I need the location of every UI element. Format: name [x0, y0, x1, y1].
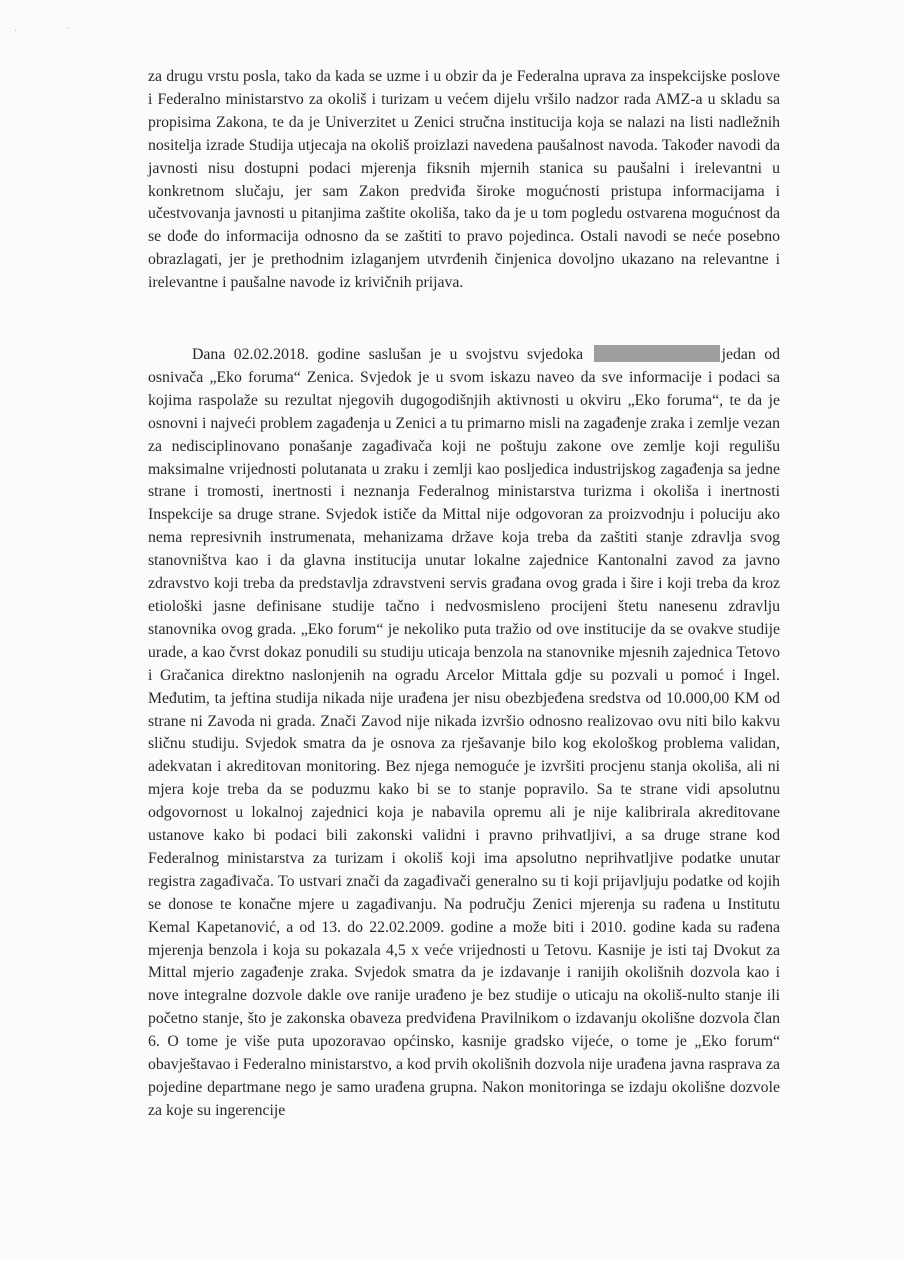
redacted-name-block — [594, 345, 720, 362]
paragraph-2-body: jedan od osnivača „Eko foruma“ Zenica. Svjedok je u svom iskazu naveo da sve informacije i podaci sa kojima raspolaže su rezultat njegovih dugogodišnjih aktivnosti u okviru „Eko foruma“, te da je osnovni i najveći problem zagađenja u Zenici a tu primarno misli na zagađenje zraka i zemlje vezan za nedisciplinovano ponašanje zagađivača koji ne poštuju zakone ove zemlje koji regulišu maksimalne vrijednosti polutanata u zraku i zemlji kao posljedica industrijskog zagađenja sa jedne strane i tromosti, inertnosti i neznanja Federalnog ministarstva turizma i okoliša i inertnosti Inspekcije sa druge strane. Svjedok ističe da Mittal nije odgovoran za proizvodnju i poluciju ako nema represivnih instrumenata, mehanizama države koja treba da zaštiti stanje zdravlja svog stanovništva kao i da glavna institucija unutar lokalne zajednice Kantonalni zavod za javno zdravstvo koji treba da predstavlja zdravstveni servis građana ovog grada i šire i koji treba da kroz etiološki jasne definisane studije tačno i nedvosmisleno procijeni štetu nanesenu zdravlju stanovnika ovog grada. „Eko forum“ je nekoliko puta tražio od ove institucije da se ovakve studije urade, a kao čvrst dokaz ponudili su studiju uticaja benzola na stanovnike mjesnih zajednica Tetovo i Gračanica direktno naslonjenih na ogradu Arcelor Mittala gdje su pozvali u pomoć i Ingel. Međutim, ta jeftina studija nikada nije urađena jer nisu obezbjeđena sredstva od 10.000,00 KM od strane ni Zavoda ni grada. Znači Zavod nije nikada izvršio odnosno realizovao ovu niti bilo kakvu sličnu studiju. Svjedok smatra da je osnova za rješavanje bilo kog ekološkog problema validan, adekvatan i akreditovan monitoring. Bez njega nemoguće je izvršiti procjenu stanja okoliša, ali ni mjera koje treba da se poduzmu kako bi se to stanje popravilo. Sa te strane vidi apsolutnu odgovornost u lokalnoj zajednici koja je nabavila opremu ali je nije kalibrirala akreditovane ustanove kako bi podaci bili zakonski validni i pravno prihvatljivi, a sa druge strane kod Federalnog ministarstva za turizam i okoliš koji ima apsolutno neprihvatljive podatke unutar registra zagađivača. To ustvari znači da zagađivači generalno su ti koji prijavljuju podatke od kojih se donose te konačne mjere u zagađivanju. Na području Zenici mjerenja su rađena u Institutu Kemal Kapetanović, a od 13. do 22.02.2009. godine a može biti i 2010. godine kada su rađena mjerenja benzola i koja su pokazala 4,5 x veće vrijednosti u Tetovu. Kasnije je isti taj Dvokut za Mittal mjerio zagađenje zraka. Svjedok smatra da je izdavanje i ranijih okolišnih dozvola kao i nove integralne dozvole dakle ove ranije urađeno je bez studije o uticaju na okoliš-nulto stanje ili početno stanje, što je zakonska obaveza predviđena Pravilnikom o izdavanju okolišne dozvola član 6. O tome je više puta upozoravao općinsko, kasnije gradsko vijeće, o tome je „Eko forum“ obavještavao i Federalno ministarstvo, a kod prvih okolišnih dozvola nije urađena javna rasprava za pojedine departmane nego je samo urađena grupna. Nakon monitoringa se izdaju okolišne dozvole za koje su ingerencije — [148, 346, 780, 1119]
scan-speck: · — [66, 24, 70, 35]
body-paragraph-2 — [148, 344, 780, 1123]
paragraph-2-lead: Dana 02.02.2018. godine saslušan je u svojstvu svjedoka — [192, 346, 584, 363]
body-paragraph-1: za drugu vrstu posla, tako da kada se uzme i u obzir da je Federalna uprava za inspekcijske poslove i Federalno ministarstvo za okoliš i turizam u većem dijelu vršilo nadzor rada AMZ-a u skladu sa propisima Zakona, te da je Univerzitet u Zenici stručna institucija koja se nalazi na listi nadležnih nositelja izrade Studija utjecaja na okoliš proizlazi navedena paušalnost navoda. Također navodi da javnosti nisu dostupni podaci mjerenja fiksnih mjernih stanica su paušalni i irelevantni u konkretnom slučaju, jer sam Zakon predviđa široke mogućnosti pristupa informacijama i učestvovanja javnosti u pitanjima zaštite okoliša, tako da je u tom pogledu ostvarena mogućnost da se dođe do informacija odnosno da se zaštiti to pravo pojedinca. Ostali navodi se neće posebno obrazlagati, jer je prethodnim izlaganjem utvrđenih činjenica dovoljno ukazano na relevantne i irelevantne i paušalne navode iz krivičnih prijava. — [148, 68, 780, 292]
scan-speck: · — [14, 26, 18, 37]
